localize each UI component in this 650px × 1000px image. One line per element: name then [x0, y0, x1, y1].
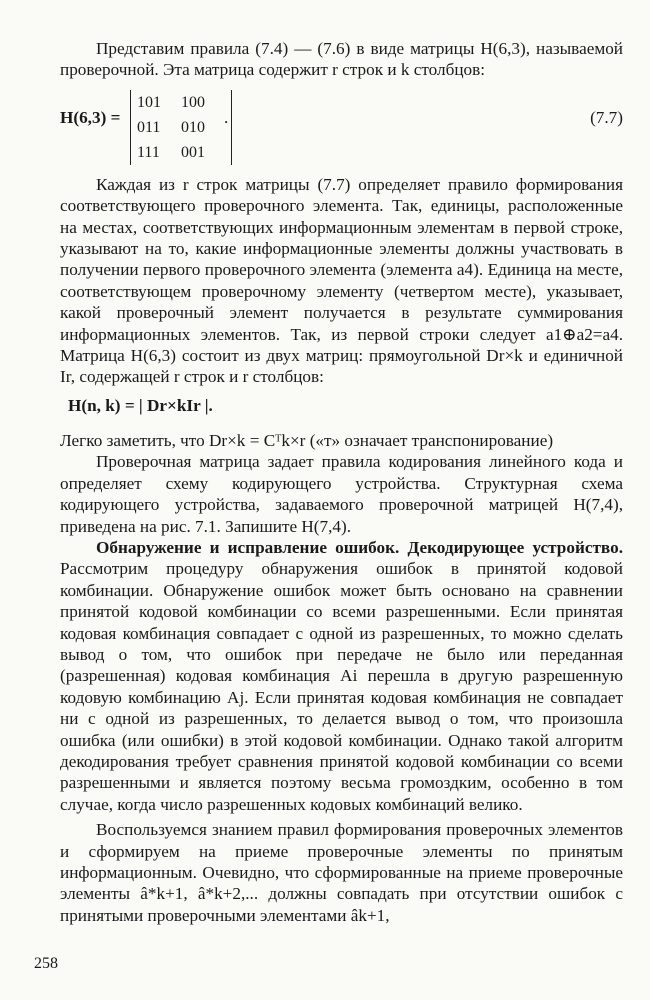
- matrix-cell: 010: [181, 118, 205, 136]
- matrix-cell: 011: [137, 118, 161, 136]
- paragraph-5-body: Рассмотрим процедуру обнаружения ошибок в принятой кодовой комбинации. Обнаружение ошибок может быть основано на сравнении принятой кодовой комбинации со всеми разрешенными. Если принятая кодовая комбинация совпадает с одной из разрешенных, то можно сделать вывод о том, что ошибок при передаче не было или переданная (разрешенная) кодовая комбинация Ai перешла в другую разрешенную кодовую комбинацию Aj. Если принятая кодовая комбинация не совпадает ни с одной из разрешенных, то делается вывод о том, что произошла ошибка (или ошибки) в этой кодовой комбинации. Однако такой алгоритм декодирования требует сравнения принятой кодовой комбинации со всеми разрешенными и является поэтому весьма громоздким, особенно в том случае, когда число разрешенных кодовых комбинаций велико.: [60, 559, 623, 814]
- equation-h-nk: H(n, k) = | Dr×kIr |.: [68, 395, 213, 415]
- matrix-cell: 001: [181, 143, 205, 161]
- paragraph-4: Проверочная матрица задает правила кодирования линейного кода и определяет схему кодирующего устройства. Структурная схема кодирующего устройства, задаваемого проверочной матрицей H(7,4), приведена на рис. 7.1. Запишите H(7,4).: [60, 452, 623, 536]
- matrix-cell: 100: [181, 93, 205, 111]
- section-heading: Обнаружение и исправление ошибок. Декодирующее устройство.: [96, 537, 623, 557]
- equation-7-7: [60, 90, 623, 166]
- equation-dot: .: [224, 107, 229, 127]
- check-matrix: [130, 90, 232, 165]
- paragraph-3: Легко заметить, что Dr×k = Cᵀk×r («т» означает транспонирование): [60, 430, 554, 450]
- equation-number: (7.7): [590, 107, 623, 127]
- matrix-row: [137, 140, 225, 165]
- paragraph-6: Воспользуемся знанием правил формирования проверочных элементов и сформируем на приеме проверочные элементы по принятым информационным. Очевидно, что сформированные на приеме проверочные элементы â*k+1, â*k+2,... должны совпадать при отсутствии ошибок с принятыми проверочными элементами âk+1,: [60, 820, 623, 925]
- paragraph-5: [60, 537, 623, 815]
- paragraph-1: Представим правила (7.4) — (7.6) в виде матрицы H(6,3), называемой проверочной. Эта матрица содержит r строк и k столбцов:: [60, 39, 623, 80]
- matrix-row: [137, 90, 225, 115]
- page-content: [60, 38, 623, 926]
- matrix-cell: 111: [137, 143, 160, 161]
- page-number: 258: [34, 955, 58, 972]
- matrix-cell: 101: [137, 93, 161, 111]
- equation-lhs: H(6,3) =: [60, 107, 121, 127]
- paragraph-2: Каждая из r строк матрицы (7.7) определяет правило формирования соответствующего проверочного элемента. Так, единицы, расположенные на местах, соответствующих информационным элементам в первой строке, указывают на то, какие информационные элементы должны участвовать в получении первого проверочного элемента (элемента a4). Единица на месте, соответствующем проверочному элементу (четвертом месте), указывает, какой проверочный элемент получается в результате суммирования информационных элементов. Так, из первой строки следует a1⊕a2=a4. Матрица H(6,3) состоит из двух матриц: прямоугольной Dr×k и единичной Ir, содержащей r строк и r столбцов:: [60, 174, 623, 387]
- matrix-row: [137, 115, 225, 140]
